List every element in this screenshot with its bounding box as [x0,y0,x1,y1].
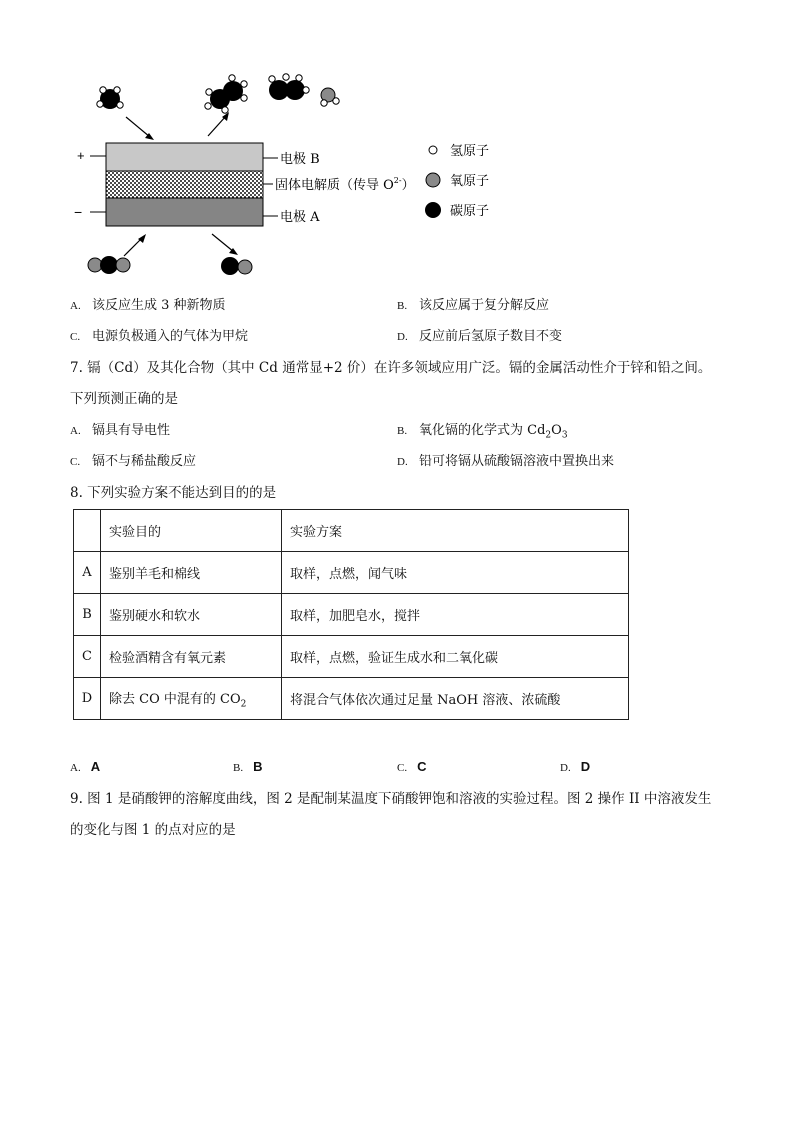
q7-option-c: C. 镉不与稀盐酸反应 [70,454,197,469]
methane-molecule-top-left [97,87,123,109]
carbon-pair-molecule [269,74,309,100]
electrolysis-diagram [70,70,510,285]
electrode-a [106,198,263,226]
row-goal: 鉴别羊毛和棉线 [101,552,282,594]
legend-oxygen-label: 氧原子 [450,174,490,189]
row-key: C [74,636,101,678]
table-header-row [74,510,629,552]
row-plan: 取样，点燃，验证生成水和二氧化碳 [282,636,629,678]
legend-hydrogen-label: 氢原子 [450,144,490,159]
q7-stem-line2: 下列预测正确的是 [70,391,178,407]
q8-answer-d: D. D [560,759,591,774]
row-goal: 鉴别硬水和软水 [101,594,282,636]
legend-oxygen-icon [426,173,440,187]
q8-table [73,509,629,720]
label-electrode-b: 电极 B [280,152,320,167]
row-plan: 取样，点燃，闻气味 [282,552,629,594]
electrolysis-diagram-svg [70,70,510,285]
row-goal: 除去 CO 中混有的 $CO_2$ [101,678,282,720]
legend [425,144,489,219]
q7-option-d: D. 铅可将镉从硫酸镉溶液中置换出来 [397,454,615,469]
legend-hydrogen-icon [429,146,437,154]
solid-electrolyte [106,171,263,198]
q9-stem-line1: 9. 图 1 是硝酸钾的溶解度曲线，图 2 是配制某温度下硝酸钾饱和溶液的实验过程。图 2 操作 II 中溶液发生 [70,791,712,807]
q9-stem-line2: 的变化与图 1 的点对应的是 [70,822,236,838]
table-row [74,636,629,678]
row-goal: 检验酒精含有氧元素 [101,636,282,678]
table-header-cell [74,510,101,552]
row-plan: 将混合气体依次通过足量 NaOH 溶液、浓硫酸 [282,678,629,720]
q8-stem: 8. 下列实验方案不能达到目的的是 [70,485,277,501]
methane-pair-top-middle [205,75,247,113]
q7-option-b: B. 氧化镉的化学式为 $Cd_2O_3$ [397,423,568,441]
q6-option-d: D. 反应前后氢原子数目不变 [397,329,563,344]
q8-answer-c: C. C [397,759,427,774]
table-row [74,594,629,636]
arrow-in-top [126,117,154,140]
q8-answer-b: B. B [233,759,263,774]
arrow-out-bottom [212,234,238,255]
table-row [74,552,629,594]
label-electrolyte: 固体电解质（传导 $O^{2-}$） [275,176,415,193]
co2-molecule [88,256,130,274]
row-key: D [74,678,101,720]
table-header-cell: 实验方案 [282,510,629,552]
q8-answer-a: A. A [70,759,101,774]
q6-option-b: B. 该反应属于复分解反应 [397,298,550,313]
q7-option-a: A. 镉具有导电性 [70,423,171,438]
water-molecule [321,88,339,106]
label-electrode-a: 电极 A [280,210,320,225]
negative-terminal: − [74,204,83,220]
legend-carbon-icon [425,202,441,218]
table-row [74,678,629,720]
row-key: B [74,594,101,636]
legend-carbon-label: 碳原子 [450,204,490,219]
q7-stem-line1: 7. 镉（Cd）及其化合物（其中 Cd 通常显+2 价）在许多领域应用广泛。镉的金属活动性介于锌和铅之间。 [70,360,712,376]
q6-option-c: C. 电源负极通入的气体为甲烷 [70,329,249,344]
arrow-in-bottom [124,234,146,256]
electrode-b [106,143,263,171]
table-header-cell: 实验目的 [101,510,282,552]
arrow-out-top [208,112,229,136]
q6-option-a: A. 该反应生成 3 种新物质 [70,298,226,313]
row-key: A [74,552,101,594]
co-molecule [221,257,252,275]
row-plan: 取样，加肥皂水，搅拌 [282,594,629,636]
positive-terminal: + [77,148,85,163]
